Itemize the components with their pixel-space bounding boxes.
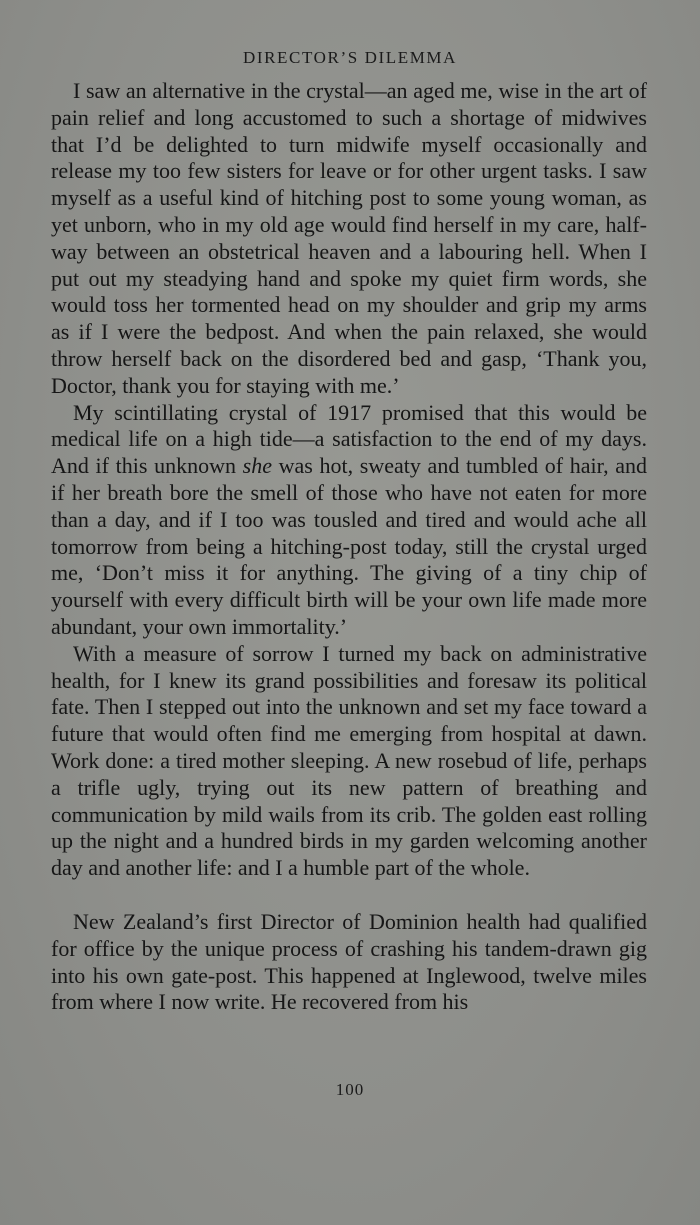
paragraph-3 [51,641,647,882]
paragraph-2 [51,400,647,641]
paragraph-1 [51,78,647,400]
paragraph-2-text-end: was hot, sweaty and tumbled of hair, and if her breath bore the smell of those who have not eaten for more than a day, and if I too was tousled and tired and would ache all tomorrow from being a hitching-post today, still the crystal urged me, ‘Don’t miss it for anything. The giving of a tiny chip of yourself with every difficult birth will be your own life made more abundant, your own immortality.’ [51,453,647,639]
body-text [51,78,647,1016]
paragraph-1-text: I saw an alternative in the crystal—an aged me, wise in the art of pain relief and long accustomed to such a shortage of midwives that I’d be delighted to turn midwife myself occasionally and release my too few sisters for leave or for other urgent tasks. I saw myself as a useful kind of hitching post to some young woman, as yet unborn, who in my old age would find herself in my care, half-way between an obstetrical heaven and a labouring hell. When I put out my steadying hand and spoke my quiet firm words, she would toss her tormented head on my shoulder and grip my arms as if I were the bedpost. And when the pain relaxed, she would throw herself back on the disordered bed and gasp, ‘Thank you, Doctor, thank you for staying with me.’ [51,78,647,398]
paragraph-3-text: With a measure of sorrow I turned my back on administrative health, for I knew its grand possibilities and foresaw its political fate. Then I stepped out into the unknown and set my face toward a future that would often find me emerging from hospital at dawn. Work done: a tired mother sleeping. A new rosebud of life, perhaps a trifle ugly, trying out its new pattern of breathing and communication by mild wails from its crib. The golden east rolling up the night and a hundred birds in my garden welcoming another day and another life: and I a humble part of the whole. [51,640,647,881]
page-number: 100 [335,1080,365,1099]
running-head: DIRECTOR’S DILEMMA [242,48,458,67]
paragraph-4 [51,909,647,1016]
paragraph-2-emphasis: she [242,453,272,479]
paragraph-2-text-start: My scintillating crystal of 1917 promised that this would be medical life on a high tide—a satisfaction to the end of my days. And if this unknown [51,399,647,479]
paragraph-4-text: New Zealand’s first Director of Dominion health had qualified for office by the unique process of crashing his tandem-drawn gig into his own gate-post. This happened at Inglewood, twelve miles from where I now write. He recovered from his [51,908,647,1015]
